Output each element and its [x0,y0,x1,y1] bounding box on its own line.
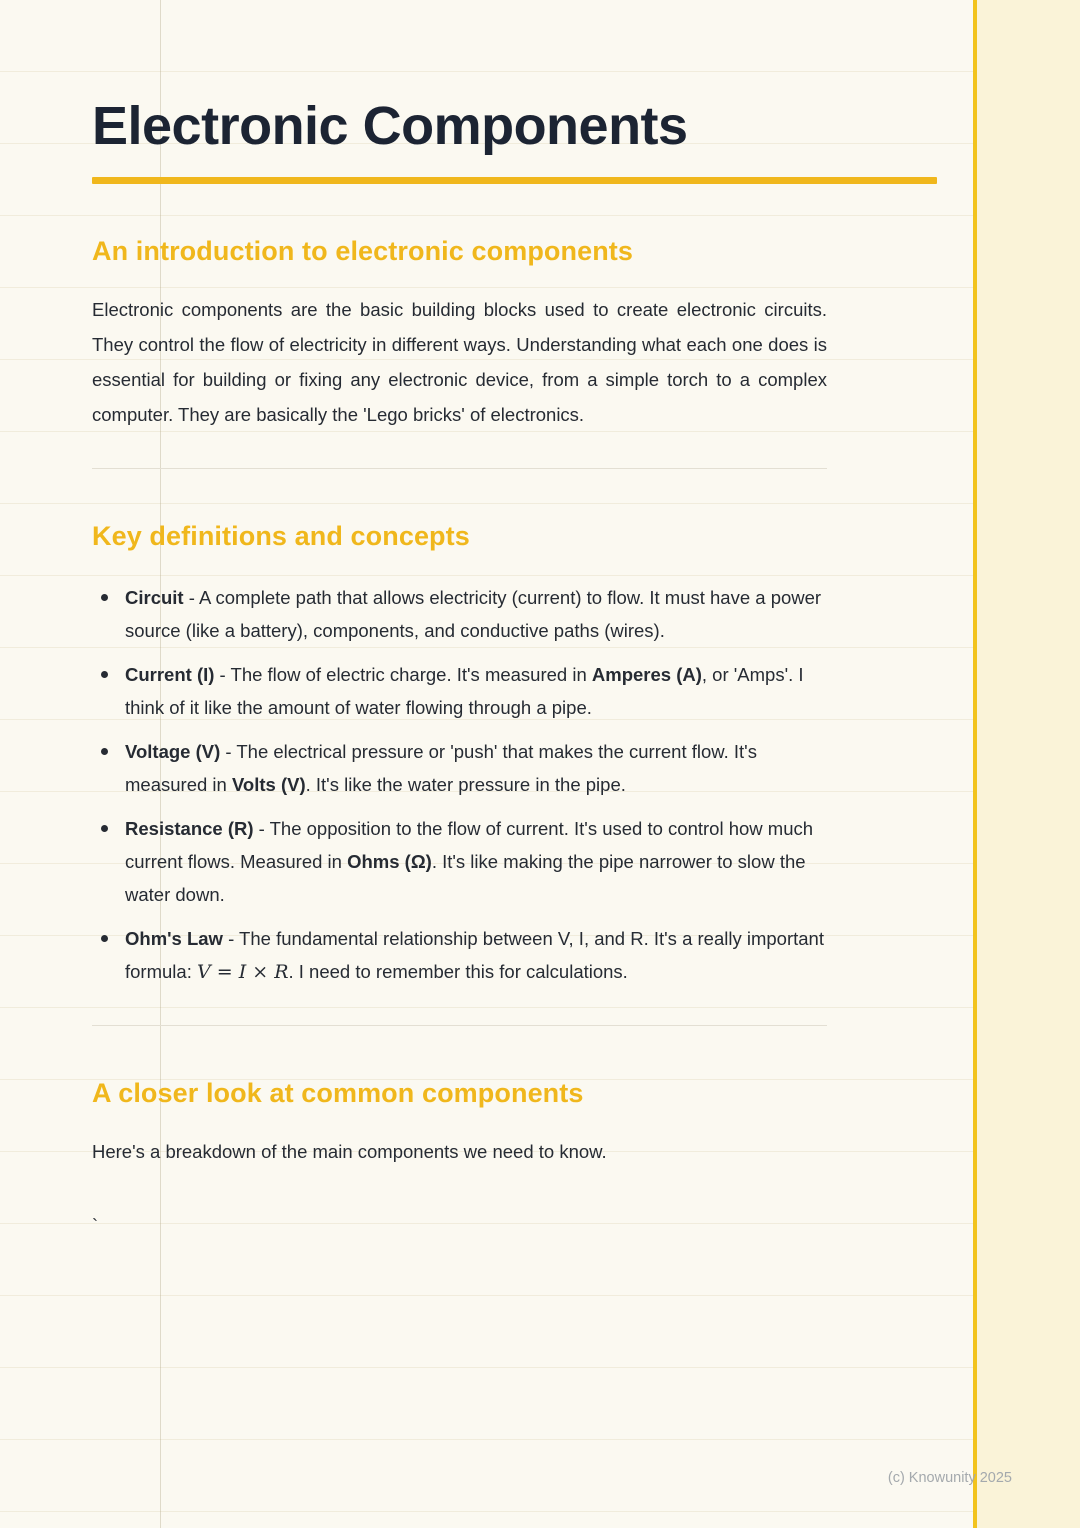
section-components [92,1078,827,1237]
page-title: Electronic Components [92,96,688,156]
definitions-list [92,581,827,989]
section-divider-1 [92,468,827,469]
definition-item: Circuit - A complete path that allows electricity (current) to flow. It must have a power source (like a battery), components, and conductive paths (wires). [92,581,827,647]
section-intro [92,236,827,432]
right-margin-strip [977,0,1080,1528]
components-paragraph: Here's a breakdown of the main components we need to know. [92,1141,607,1162]
definition-item: Current (I) - The flow of electric charge. It's measured in Amperes (A), or 'Amps'. I think of it like the amount of water flowing through a pipe. [92,658,827,724]
section-divider-2 [92,1025,827,1026]
section-heading-definitions: Key definitions and concepts [92,521,470,551]
accent-vertical-line [973,0,977,1528]
section-definitions [92,521,827,989]
stray-backtick-note: ` [92,1215,99,1236]
copyright-footer: (c) Knowunity 2025 [887,1470,1012,1486]
document-content [92,0,827,1237]
definition-item: Resistance (R) - The opposition to the flow of current. It's used to control how much current flows. Measured in Ohms (Ω). It's like making the pipe narrower to slow the water down. [92,812,827,911]
title-underline [92,177,937,184]
definition-item: Voltage (V) - The electrical pressure or 'push' that makes the current flow. It's measured in Volts (V). It's like the water pressure in the pipe. [92,735,827,801]
definition-item: Ohm's Law - The fundamental relationship between V, I, and R. It's a really important formula: V = I × R. I need to remember this for calculations. [92,922,827,989]
section-heading-components: A closer look at common components [92,1078,584,1108]
section-heading-intro: An introduction to electronic components [92,236,634,266]
intro-paragraph: Electronic components are the basic building blocks used to create electronic circuits. They control the flow of electricity in different ways. Understanding what each one does is essential for building or fixing any electronic device, from a simple torch to a complex computer. They are basically the 'Lego bricks' of electronics. [92,299,827,425]
